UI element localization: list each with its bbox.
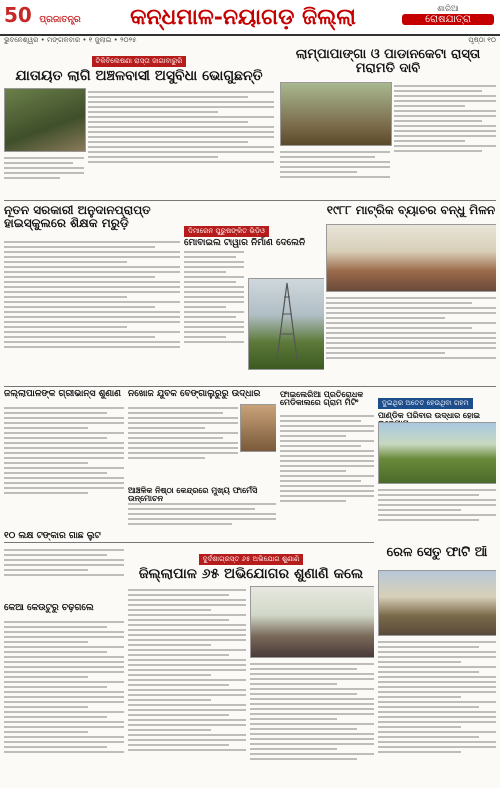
story-headline: ଲାମ୍ପାପାଙ୍ଗା ଓ ପାଡାନକେଟା ରାସ୍ତା ମରାମତି ଦାବି	[295, 48, 481, 76]
dateline-date: ଭୁବନେଶ୍ୱର • ମଙ୍ଗଳବାର • ୧ ଜୁଲାଇ • ୨୦୨୫	[4, 36, 137, 44]
tower-icon	[249, 279, 324, 369]
story-headline: ଫାଇଲେରିଆ ପ୍ରତିରୋଧକ ମେଡିକାଲରେ ଗ୍ରାମ ମିଟିଂ	[280, 390, 364, 408]
story-collector-hearing	[128, 546, 374, 786]
story-body	[4, 238, 180, 384]
story-headline: ୧୦ ଲକ୍ଷ ଟଙ୍କାର ଗାଛ ଲୁଟ	[4, 532, 101, 541]
story-headline: ନୂତନ ସରକାରୀ ଅନୁଦାନପ୍ରାପ୍ତ ହାଇସ୍କୁଲରେ ଶିକ୍ଷକ ମରୁଡ଼ି	[4, 204, 151, 230]
rath-yatra-badge	[402, 4, 494, 30]
logo-name: ପ୍ରଜାତନ୍ତ୍ର	[39, 15, 81, 25]
story-family-venture	[378, 390, 496, 540]
story-photo	[4, 88, 86, 152]
story-body	[88, 88, 274, 196]
divider	[4, 542, 374, 543]
story-headline: ଜିଲ୍ଲାପାଳଙ୍କ ଗ୍ରୀଭାନ୍ସ ଶୁଣାଣି	[4, 390, 121, 399]
story-body	[378, 486, 496, 540]
story-kicker: ଦୁଇଥିର ଅତେତ ହେଉଥିବା ଗହମ	[378, 398, 473, 409]
page-header	[0, 0, 500, 36]
logo-number: 50	[4, 3, 32, 27]
story-body	[184, 248, 244, 384]
story-road-repair-demand	[280, 48, 496, 198]
story-headline: ରେଳ ସେତୁ ଫାଟି ଆଁ	[386, 546, 488, 560]
divider	[4, 386, 496, 387]
story-body	[394, 82, 496, 196]
story-matric-reunion	[326, 204, 496, 384]
story-body	[378, 638, 496, 786]
story-kicker: ଟିକିବିଲେଷଣା ରାସ୍ତା ଜାଗାବାରୁରି	[92, 56, 187, 67]
story-body	[128, 586, 246, 786]
story-body	[4, 404, 124, 530]
story-headline: ପାଣ୍ଡିକ ପରିବାର ଉଦ୍‌ଧାର ହୋଇ	[378, 410, 481, 420]
story-headline: ୧୯୮୮ ମାଟ୍ରିକ ବ୍ୟାଚର ବନ୍ଧୁ ମିଳନ	[326, 204, 496, 217]
story-filaria	[280, 390, 374, 540]
story-photo	[280, 82, 392, 146]
story-headline: କେଆଁ କେଉଁଟୁରୁ ଚଢ଼ିଗଲେ	[4, 604, 94, 613]
story-kicker: ଦିମୀରେନ ପୁରୁଷଙ୍କିତ ଭିଡ଼ିଓ	[184, 226, 269, 237]
dateline	[0, 36, 500, 46]
story-grievance-hearing	[4, 390, 124, 530]
youth-photo	[240, 404, 276, 452]
tower-photo	[248, 278, 324, 370]
story-headline: ଯାତାୟତ ଲାଗି ଅଞ୍ଚଳବାସୀ ଅସୁବିଧା ଭୋଗୁଛନ୍ତି	[15, 68, 263, 84]
page-number: ପୃଷ୍ଠା ୧୦	[468, 36, 496, 44]
story-missing-youth	[128, 390, 276, 484]
story-headline: ମୋବାଇଲ ଟାୱାର ନିର୍ମାଣ ଦେଲେନି	[184, 238, 306, 248]
badge-top-text: ଶାରିଆ	[437, 4, 459, 13]
story-body	[4, 546, 124, 592]
story-rail-bridge	[378, 546, 496, 786]
divider	[4, 200, 496, 201]
story-body	[4, 618, 124, 786]
masthead-title: କନ୍ଧମାଳ-ନୟାଗଡ଼ ଜିଲ୍ଲା	[130, 4, 356, 30]
bridge-photo	[378, 570, 496, 636]
story-body-2	[280, 148, 390, 196]
story-kicker: ଦୁର୍ଦଶାଗ୍ରସ୍ତ ୬୫ ଅଭିଯୋଗ ଶୁଣାଣି	[199, 554, 304, 565]
story-tree-loot	[4, 532, 124, 592]
story-body-2	[250, 660, 374, 786]
hearing-photo	[250, 586, 374, 658]
story-mobile-tower	[184, 218, 324, 384]
story-pharmacy	[128, 486, 276, 536]
reunion-photo	[326, 224, 496, 292]
story-road-difficulty	[4, 48, 274, 198]
field-photo	[378, 422, 496, 484]
story-body	[326, 294, 496, 384]
badge-main-text: ରୋଷଯାତ୍ରା	[402, 14, 494, 25]
story-teacher-shortage	[4, 204, 180, 384]
story-headline: ନିଖୋଜ ଯୁବକ ବେଙ୍ଗାଲୁରୁରୁ ଉଦ୍ଧାର	[128, 390, 261, 399]
story-body	[128, 500, 276, 536]
story-body	[128, 404, 238, 484]
newspaper-logo	[4, 4, 92, 30]
story-headline: ଜିଲ୍ଲାପାଳ ୬୫ ଅଭିଯୋଗର ଶୁଣାଣି କଲେ	[138, 566, 364, 582]
story-body	[280, 412, 374, 540]
story-headline: ଆଞ୍ଚଳିକ ନିଷ୍ଠା କେନ୍ଦ୍ରରେ ମୁଖ୍ୟ ଫାର୍ମେସି ଉନ୍ମୋଚନ	[128, 486, 258, 504]
story-climb	[4, 604, 124, 786]
story-body-2	[4, 154, 84, 196]
